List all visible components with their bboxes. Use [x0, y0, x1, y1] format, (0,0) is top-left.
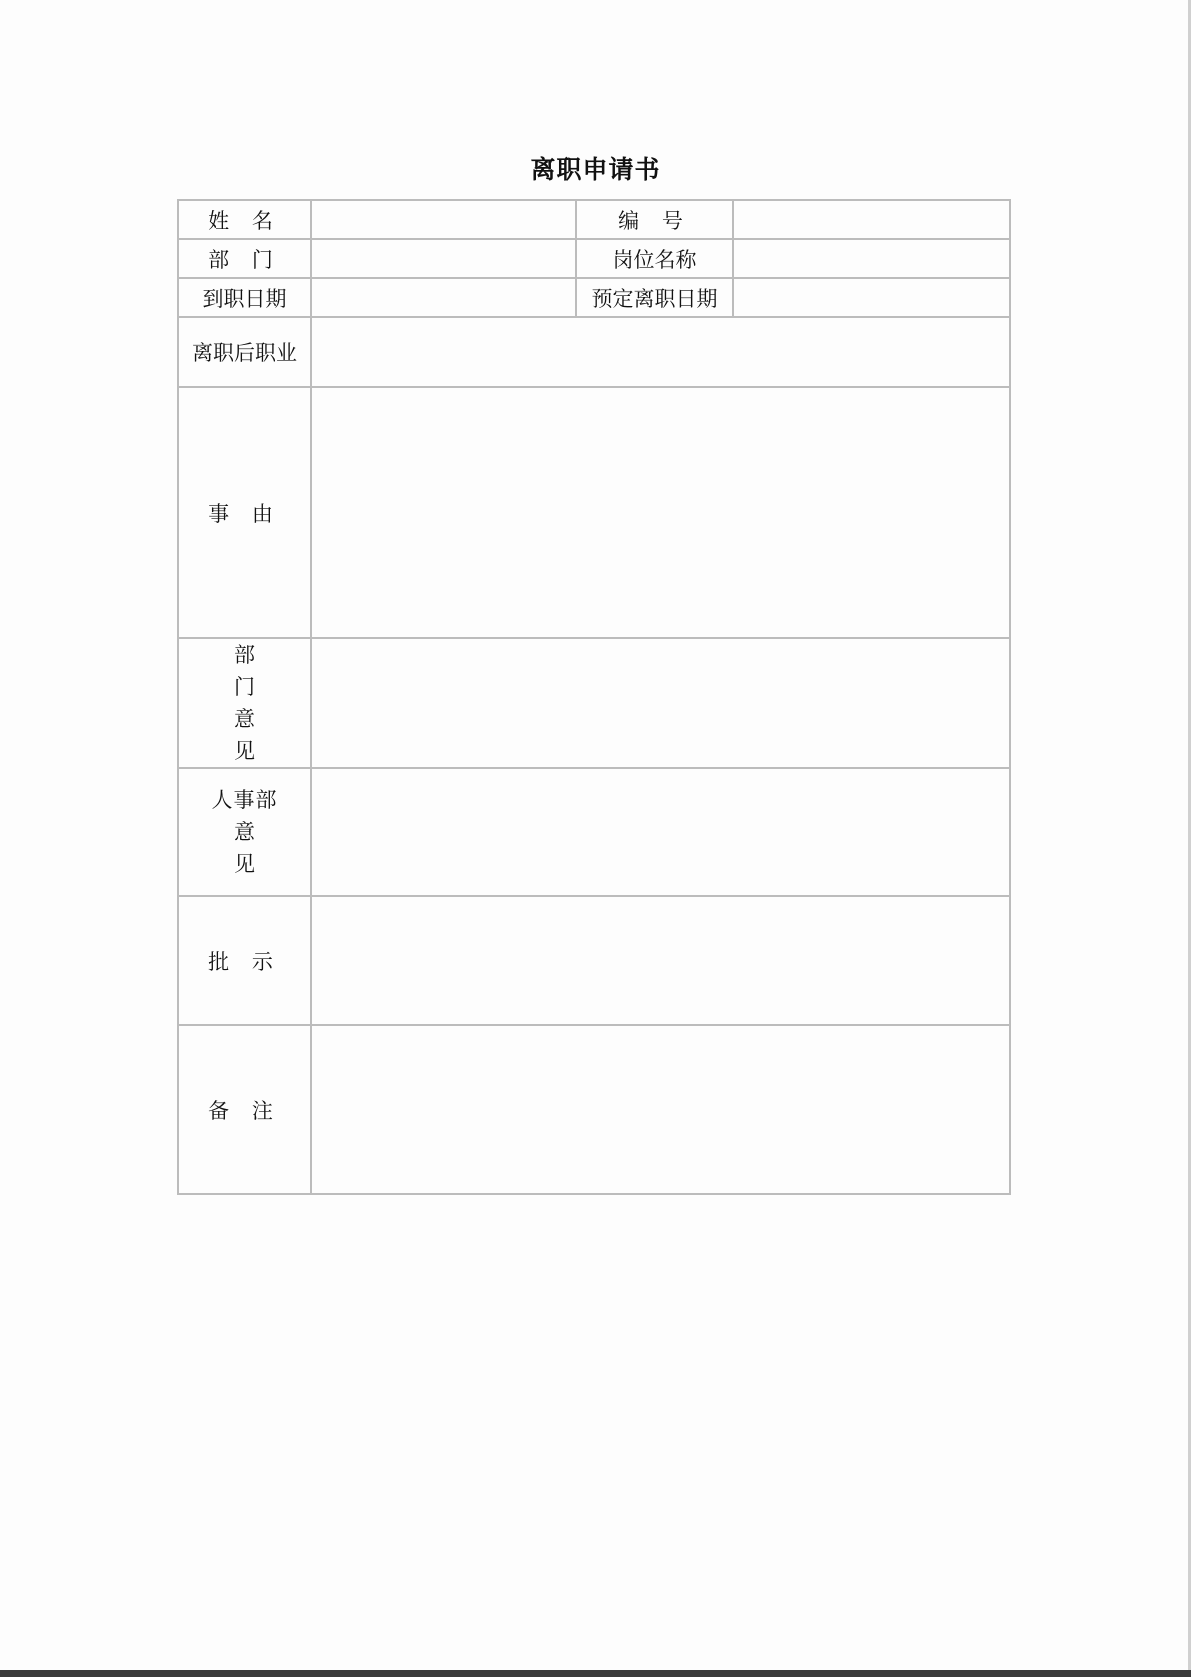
reason-field[interactable]: [311, 387, 1010, 638]
remarks-label: 备 注: [178, 1025, 311, 1194]
table-row: [178, 278, 1010, 317]
table-row: [178, 200, 1010, 239]
table-row: [178, 1025, 1010, 1194]
reason-label: 事 由: [178, 387, 311, 638]
hr-opinion-field[interactable]: [311, 768, 1010, 896]
planned-leave-date-field[interactable]: [733, 278, 1010, 317]
table-row: [178, 239, 1010, 278]
table-row: [178, 768, 1010, 896]
table-row: [178, 638, 1010, 768]
resignation-form-table: [177, 199, 1011, 1195]
dept-opinion-label: [178, 638, 311, 768]
hr-opinion-label: [178, 768, 311, 896]
department-field[interactable]: [311, 239, 576, 278]
instruction-field[interactable]: [311, 896, 1010, 1025]
after-job-field[interactable]: [311, 317, 1010, 387]
hr-opinion-label-line2: 意 见: [234, 820, 277, 876]
dept-opinion-label-line1: 部 门: [234, 643, 277, 699]
page-title: 离职申请书: [530, 155, 661, 184]
position-field[interactable]: [733, 239, 1010, 278]
position-label: 岗位名称: [576, 239, 733, 278]
start-date-field[interactable]: [311, 278, 576, 317]
planned-leave-date-label: 预定离职日期: [576, 278, 733, 317]
table-row: [178, 387, 1010, 638]
start-date-label: 到职日期: [178, 278, 311, 317]
dept-opinion-label-line2: 意 见: [234, 707, 277, 763]
name-label: 姓 名: [178, 200, 311, 239]
instruction-label: 批 示: [178, 896, 311, 1025]
dept-opinion-field[interactable]: [311, 638, 1010, 768]
department-label: 部 门: [178, 239, 311, 278]
viewer-bottom-bar: [0, 1670, 1191, 1677]
hr-opinion-label-line1: 人事部: [211, 788, 278, 812]
after-job-label: 离职后职业: [178, 317, 311, 387]
table-row: [178, 896, 1010, 1025]
number-label: 编 号: [576, 200, 733, 239]
remarks-field[interactable]: [311, 1025, 1010, 1194]
table-row: [178, 317, 1010, 387]
number-field[interactable]: [733, 200, 1010, 239]
name-field[interactable]: [311, 200, 576, 239]
